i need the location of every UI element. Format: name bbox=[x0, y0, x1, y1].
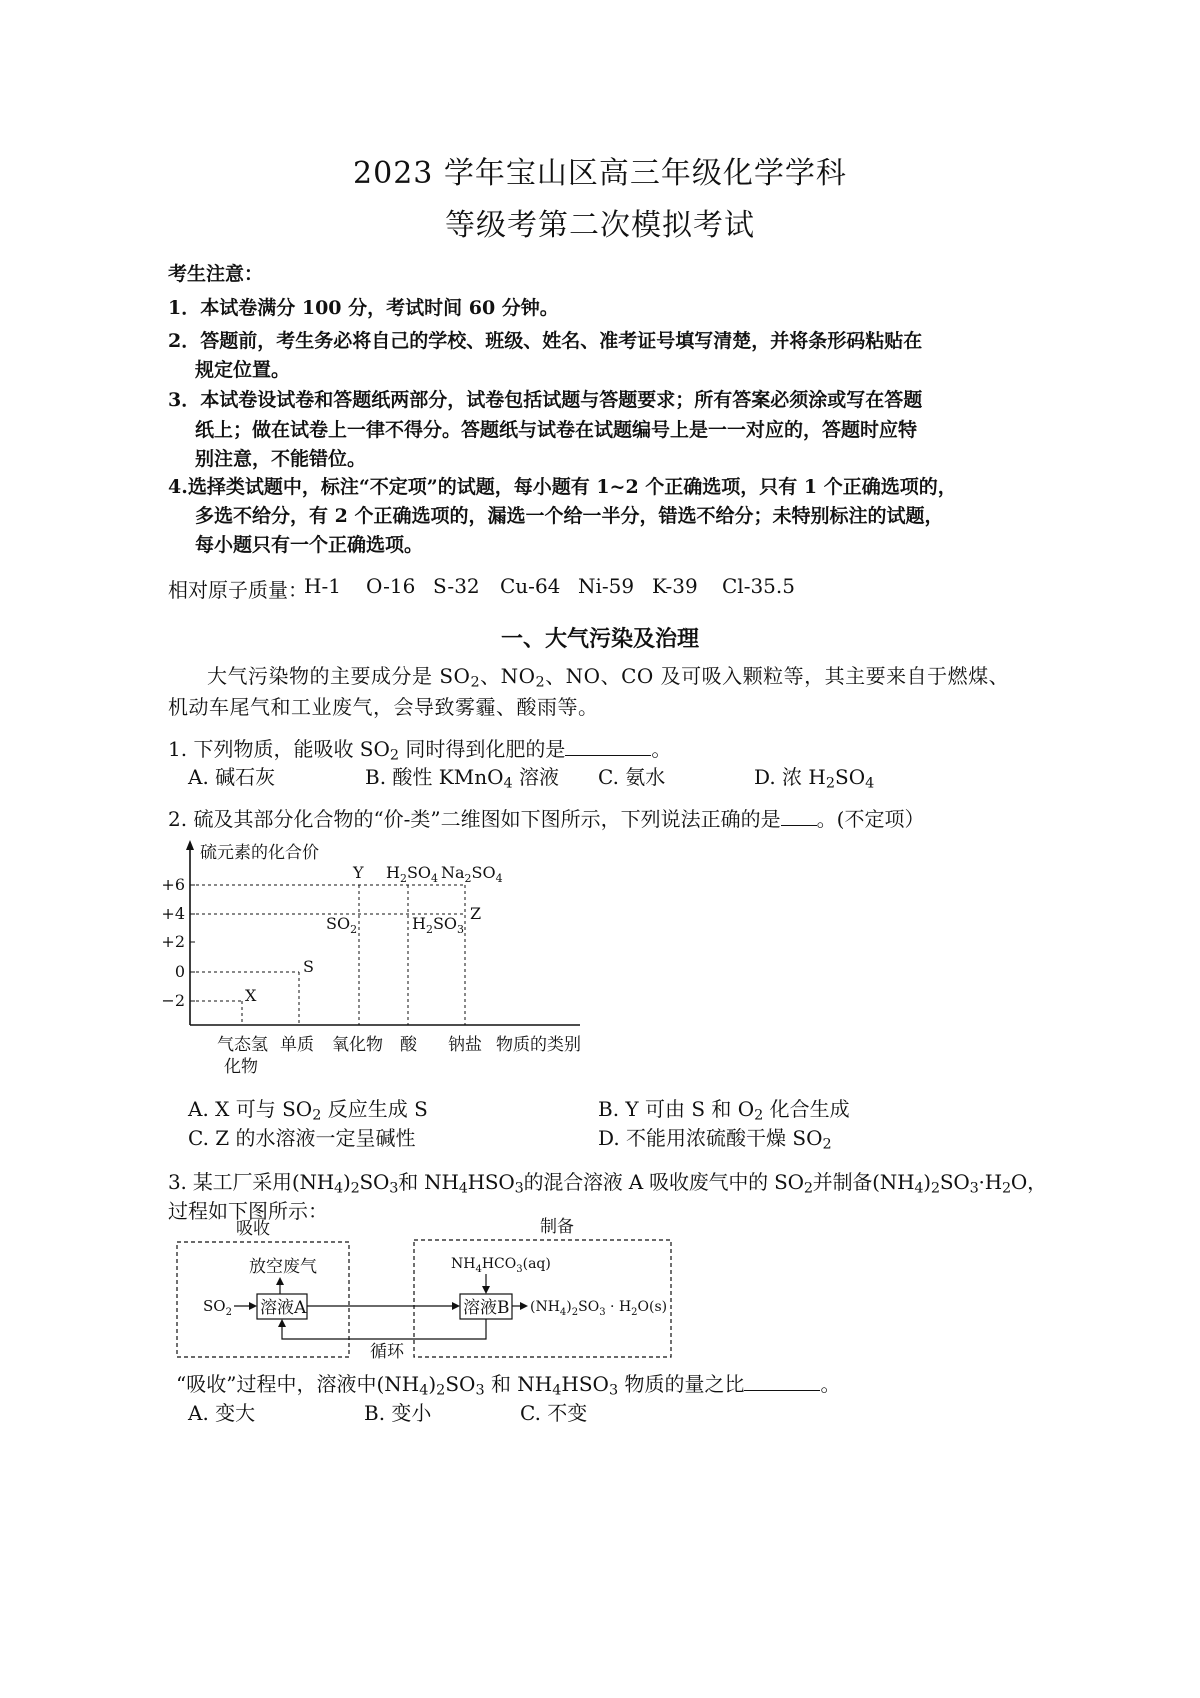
question-3-option-b[interactable]: B. 变小 bbox=[364, 1401, 432, 1425]
atomic-mass-h: H-1 bbox=[304, 574, 341, 598]
notice-item-1: 1．本试卷满分 100 分，考试时间 60 分钟。 bbox=[168, 297, 559, 319]
answer-blank[interactable] bbox=[781, 807, 817, 826]
question-3-option-c[interactable]: C. 不变 bbox=[520, 1401, 588, 1425]
question-2-option-a[interactable]: A. X 可与 $SO_2$ 反应生成 S bbox=[188, 1097, 428, 1124]
notice-item-3-cont1: 纸上；做在试卷上一律不得分。答题纸与试卷在试题编号上是一一对应的，答题时应特 bbox=[195, 419, 918, 441]
question-3-prompt: “吸收”过程中，溶液中$(NH_4)_2SO_3$ 和 $NH_4HSO_3$ 物质的量之比 。 bbox=[176, 1372, 841, 1399]
point-label-h2so4: $H_2SO_4$ bbox=[386, 863, 439, 885]
question-3-stem-cont: 过程如下图所示： bbox=[168, 1199, 328, 1223]
answer-blank[interactable] bbox=[565, 737, 651, 756]
point-label-y: Y bbox=[353, 863, 364, 882]
category-label-oxide: 氧化物 bbox=[332, 1035, 383, 1055]
atomic-mass-cl: Cl-35.5 bbox=[722, 574, 795, 598]
atomic-mass-cu: Cu-64 bbox=[500, 574, 561, 598]
point-label-x: X bbox=[245, 986, 257, 1005]
nh4hco3-label: $NH_4HCO_3(aq)$ bbox=[451, 1256, 551, 1275]
arrowhead bbox=[278, 1319, 286, 1327]
arrowhead bbox=[520, 1302, 528, 1310]
question-2-option-c[interactable]: C. Z 的水溶液一定呈碱性 bbox=[188, 1126, 416, 1150]
arrowhead bbox=[452, 1302, 460, 1310]
question-1-option-b[interactable]: B. 酸性 KMnO$_4$ 溶液 bbox=[365, 765, 559, 792]
recycle-label: 循环 bbox=[370, 1342, 404, 1362]
point-label-so2: $SO_2$ bbox=[326, 914, 358, 936]
y-tick-label: +4 bbox=[161, 904, 185, 923]
prep-stage-label: 制备 bbox=[540, 1217, 574, 1237]
exam-title-line1: 2023 学年宝山区高三年级化学学科 bbox=[353, 156, 847, 191]
y-axis-title: 硫元素的化合价 bbox=[200, 843, 319, 863]
y-axis-arrow bbox=[186, 840, 194, 850]
arrowhead bbox=[482, 1286, 490, 1294]
atomic-mass-ni: Ni-59 bbox=[578, 574, 635, 598]
section-title: 一、大气污染及治理 bbox=[500, 626, 699, 652]
question-1-stem: 1. 下列物质，能吸收 $SO_2$ 同时得到化肥的是 。 bbox=[168, 737, 672, 764]
answer-blank[interactable] bbox=[744, 1372, 820, 1391]
question-3-stem: 3. 某工厂采用$(NH_4)_2SO_3$和 $NH_4HSO_3$的混合溶液 A 吸收废气中的 $SO_2$并制备$(NH_4)_2SO_3\cdot H_2O$， bbox=[168, 1170, 1047, 1197]
recycle-loop bbox=[282, 1319, 486, 1339]
x-axis-title: 物质的类别 bbox=[496, 1035, 581, 1055]
atomic-mass-k: K-39 bbox=[652, 574, 698, 598]
point-label-na2so4: $Na_2SO_4$ bbox=[441, 863, 503, 885]
exam-title-line2: 等级考第二次模拟考试 bbox=[445, 208, 755, 243]
question-1-option-c[interactable]: C. 氨水 bbox=[598, 765, 666, 789]
notice-item-2-cont: 规定位置。 bbox=[195, 359, 291, 381]
notice-item-2: 2．答题前，考生务必将自己的学校、班级、姓名、准考证号填写清楚，并将条形码粘贴在 bbox=[168, 330, 923, 352]
question-3-option-a[interactable]: A. 变大 bbox=[188, 1401, 256, 1425]
point-label-z: Z bbox=[470, 904, 482, 923]
notice-item-4: 4.选择类试题中，标注“不定项”的试题，每小题有 1~2 个正确选项，只有 1 个正确选项的， bbox=[168, 476, 957, 498]
category-label-acid: 酸 bbox=[400, 1035, 417, 1055]
section-intro-line1: 大气污染物的主要成分是 $SO_2$、$NO_2$、NO、CO 及可吸入颗粒等，其主要来自于燃煤、 bbox=[207, 664, 1010, 691]
y-tick-label: −2 bbox=[161, 991, 185, 1010]
notice-item-3: 3．本试卷设试卷和答题纸两部分，试卷包括试题与答题要求；所有答案必须涂或写在答题 bbox=[168, 389, 923, 411]
question-2-stem: 2. 硫及其部分化合物的“价-类”二维图如下图所示，下列说法正确的是 。(不定项） bbox=[168, 807, 925, 831]
category-label-hydride: 气态氢 bbox=[217, 1035, 268, 1055]
atomic-masses-label: 相对原子质量： bbox=[168, 578, 308, 602]
arrowhead bbox=[276, 1277, 284, 1285]
point-label-h2so3: $H_2SO_3$ bbox=[412, 914, 465, 936]
category-label-hydride-cont: 化物 bbox=[224, 1057, 258, 1077]
category-label-element: 单质 bbox=[280, 1035, 314, 1055]
point-label-s: S bbox=[303, 957, 314, 976]
vent-gas-label: 放空废气 bbox=[249, 1257, 317, 1277]
atomic-mass-o: O-16 bbox=[366, 574, 416, 598]
question-2-option-d[interactable]: D. 不能用浓硫酸干燥 $SO_2$ bbox=[598, 1126, 832, 1153]
y-tick-label: +2 bbox=[161, 932, 185, 951]
question-2-option-b[interactable]: B. Y 可由 S 和 $O_2$ 化合生成 bbox=[598, 1097, 850, 1124]
notice-item-4-cont2: 每小题只有一个正确选项。 bbox=[195, 534, 424, 556]
product-label: $(NH_4)_2SO_3 \cdot H_2O(s)$ bbox=[530, 1299, 668, 1318]
notice-heading: 考生注意： bbox=[168, 263, 264, 285]
question-1-option-d[interactable]: D. 浓 $H_2SO_4$ bbox=[754, 765, 875, 792]
y-tick-label: 0 bbox=[174, 962, 185, 981]
solution-b-label: 溶液B bbox=[463, 1298, 510, 1318]
arrowhead bbox=[249, 1302, 257, 1310]
valence-class-chart bbox=[160, 838, 610, 1088]
so2-input-label: $SO_2$ bbox=[203, 1297, 232, 1318]
question-1-option-a[interactable]: A. 碱石灰 bbox=[188, 765, 276, 789]
process-flow-diagram bbox=[170, 1214, 680, 1362]
notice-item-3-cont2: 别注意，不能错位。 bbox=[195, 448, 367, 470]
notice-item-4-cont1: 多选不给分，有 2 个正确选项的，漏选一个给一半分，错选不给分；未特别标注的试题， bbox=[195, 505, 944, 527]
absorb-stage-label: 吸收 bbox=[236, 1219, 270, 1239]
atomic-mass-s: S-32 bbox=[433, 574, 480, 598]
section-intro-line2: 机动车尾气和工业废气，会导致雾霾、酸雨等。 bbox=[168, 695, 599, 719]
category-label-salt: 钠盐 bbox=[448, 1035, 482, 1055]
solution-a-label: 溶液A bbox=[260, 1298, 307, 1318]
y-tick-label: +6 bbox=[161, 875, 185, 894]
